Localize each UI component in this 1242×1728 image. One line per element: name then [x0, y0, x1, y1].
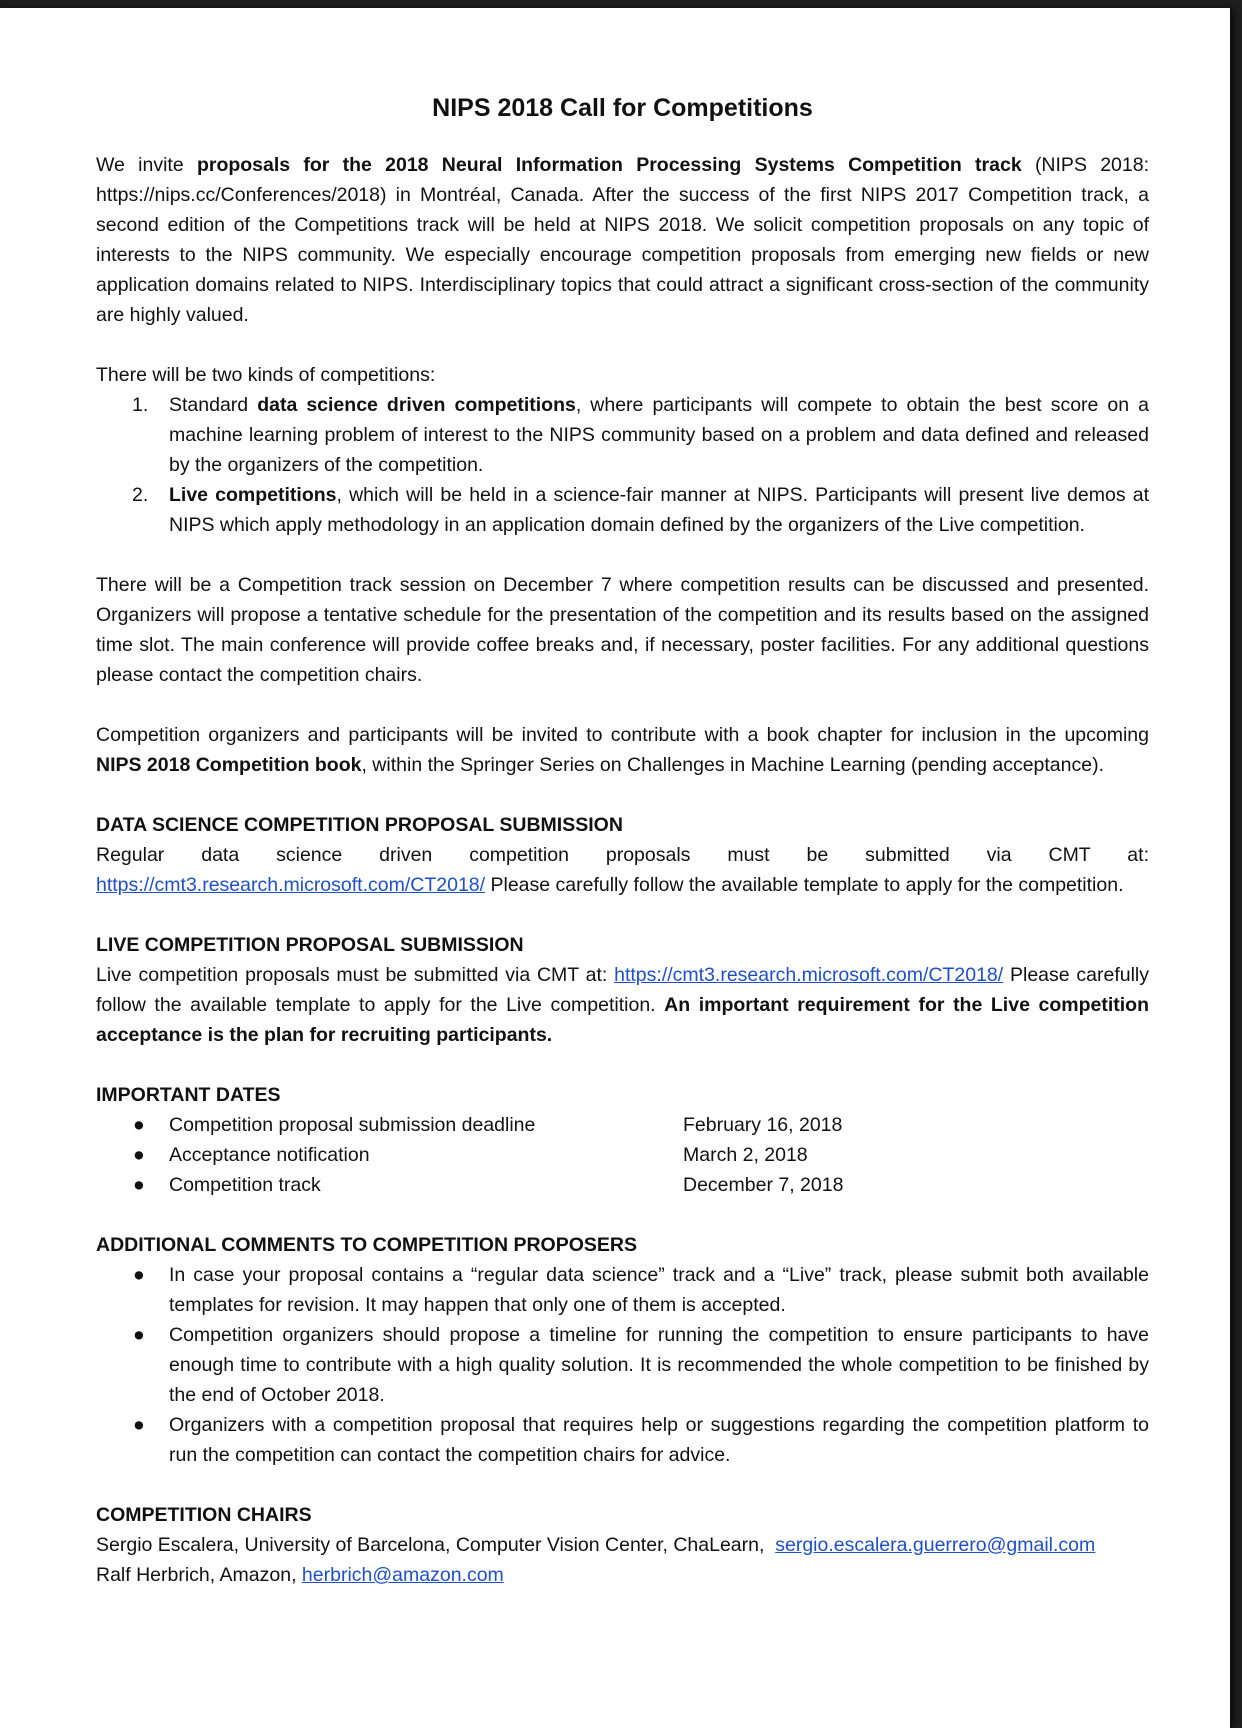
- session-paragraph: There will be a Competition track session on December 7 where competition results can be discussed and presented. Organizers will propose a tentative schedule for the presentation of the competition and its results based on the assigned time slot. The main conference will provide coffee breaks and, if necessary, poster facilities. For any additional questions please contact the competition chairs.: [96, 574, 1149, 686]
- bullet-icon: ●: [133, 1114, 145, 1136]
- cmt-link[interactable]: https://cmt3.research.microsoft.com/CT2018/: [614, 964, 1004, 986]
- bullet-icon: ●: [133, 1414, 145, 1436]
- book-bold: NIPS 2018 Competition book: [96, 754, 362, 776]
- live-text-a: Live competition proposals must be submitted via CMT at:: [96, 964, 615, 986]
- comments-list: [96, 1260, 1149, 1470]
- page-title: NIPS 2018 Call for Competitions: [432, 94, 813, 122]
- date-label: Acceptance notification: [169, 1144, 370, 1166]
- item-text: Standard: [169, 394, 258, 416]
- list-item: [96, 1410, 1149, 1470]
- data-science-text: Please carefully follow the available template to apply for the competition.: [485, 874, 1124, 896]
- data-science-paragraph: [96, 870, 1149, 900]
- live-heading: LIVE COMPETITION PROPOSAL SUBMISSION: [96, 934, 524, 956]
- item-text: , which will be held in a science-fair manner at NIPS. Participants will present live demos at NIPS which apply methodology in an application domain defined by the organizers of the Live competition.: [169, 484, 1150, 536]
- date-value: February 16, 2018: [683, 1114, 843, 1136]
- chair-line: [96, 1530, 1149, 1560]
- comment-text: Competition organizers should propose a timeline for running the competition to ensure participants to have enough time to contribute with a high quality solution. It is recommended the whole competition to be finished by the end of October 2018.: [169, 1324, 1149, 1406]
- list-item: [96, 1260, 1149, 1320]
- dates-list: [96, 1110, 1149, 1200]
- list-item: [96, 1110, 1149, 1140]
- date-value: March 2, 2018: [683, 1144, 808, 1166]
- live-bold: An important requirement for the Live competition acceptance is the plan for recruiting participants.: [96, 994, 1149, 1046]
- book-text-b: , within the Springer Series on Challenges in Machine Learning (pending acceptance).: [361, 754, 1105, 776]
- comments-heading: ADDITIONAL COMMENTS TO COMPETITION PROPOSERS: [96, 1234, 637, 1256]
- comment-text: Organizers with a competition proposal that requires help or suggestions regarding the competition platform to run the competition can contact the competition chairs for advice.: [169, 1414, 1149, 1466]
- kinds-list: [96, 390, 1149, 540]
- live-text-b: Please carefully follow the available template to apply for the Live competition.: [96, 964, 1149, 1016]
- item-text: , where participants will compete to obtain the best score on a machine learning problem of interest to the NIPS community based on a problem and data defined and released by the organizers of the competition.: [169, 394, 1149, 476]
- data-science-heading: DATA SCIENCE COMPETITION PROPOSAL SUBMISSION: [96, 814, 623, 836]
- list-item: [96, 1320, 1149, 1410]
- comment-text: In case your proposal contains a “regular data science” track and a “Live” track, please submit both available templates for revision. It may happen that only one of them is accepted.: [169, 1264, 1149, 1316]
- chair-text: Sergio Escalera, University of Barcelona, Computer Vision Center, ChaLearn,: [96, 1534, 776, 1556]
- dates-heading: IMPORTANT DATES: [96, 1084, 281, 1106]
- live-paragraph: [96, 960, 1149, 1050]
- chair-line: [96, 1560, 1149, 1590]
- email-link[interactable]: sergio.escalera.guerrero@gmail.com: [775, 1534, 1096, 1556]
- list-item: [96, 1170, 1149, 1200]
- bullet-icon: ●: [133, 1324, 145, 1346]
- bullet-icon: ●: [133, 1264, 145, 1286]
- email-link[interactable]: herbrich@amazon.com: [301, 1564, 504, 1586]
- chairs-heading: COMPETITION CHAIRS: [96, 1504, 312, 1526]
- list-item: [96, 390, 1149, 480]
- date-value: December 7, 2018: [683, 1174, 844, 1196]
- kinds-lead: There will be two kinds of competitions:: [96, 364, 436, 386]
- data-science-line: Regular data science driven competition proposals must be submitted via CMT at:: [96, 844, 1149, 866]
- intro-bold: proposals for the 2018 Neural Information Processing Systems Competition track: [196, 154, 1022, 176]
- date-label: Competition track: [169, 1174, 321, 1196]
- bullet-icon: ●: [133, 1144, 145, 1166]
- intro-text-a: We invite: [96, 154, 197, 176]
- item-bold: data science driven competitions: [257, 394, 576, 416]
- list-number: 2.: [132, 484, 149, 506]
- cmt-link[interactable]: https://cmt3.research.microsoft.com/CT2018/: [96, 874, 486, 896]
- chair-text: Ralf Herbrich, Amazon,: [96, 1564, 302, 1586]
- list-number: 1.: [132, 394, 149, 416]
- document-page: [0, 8, 1230, 1728]
- list-item: [96, 1140, 1149, 1170]
- intro-text-b: (NIPS 2018: https://nips.cc/Conferences/2018) in Montréal, Canada. After the success of the first NIPS 2017 Competition track, a second edition of the Competitions track will be held at NIPS 2018. We solicit competition proposals on any topic of interests to the NIPS community. We especially encourage competition proposals from emerging new fields or new application domains related to NIPS. Interdisciplinary topics that could attract a significant cross-section of the community are highly valued.: [96, 154, 1150, 326]
- book-paragraph: [96, 720, 1149, 780]
- item-bold: Live competitions: [169, 484, 337, 506]
- intro-paragraph: [96, 150, 1149, 330]
- bullet-icon: ●: [133, 1174, 145, 1196]
- document-content: [96, 90, 1149, 1590]
- list-item: [96, 480, 1149, 540]
- book-text-a: Competition organizers and participants will be invited to contribute with a book chapter for inclusion in the upcoming: [96, 724, 1149, 746]
- date-label: Competition proposal submission deadline: [169, 1114, 536, 1136]
